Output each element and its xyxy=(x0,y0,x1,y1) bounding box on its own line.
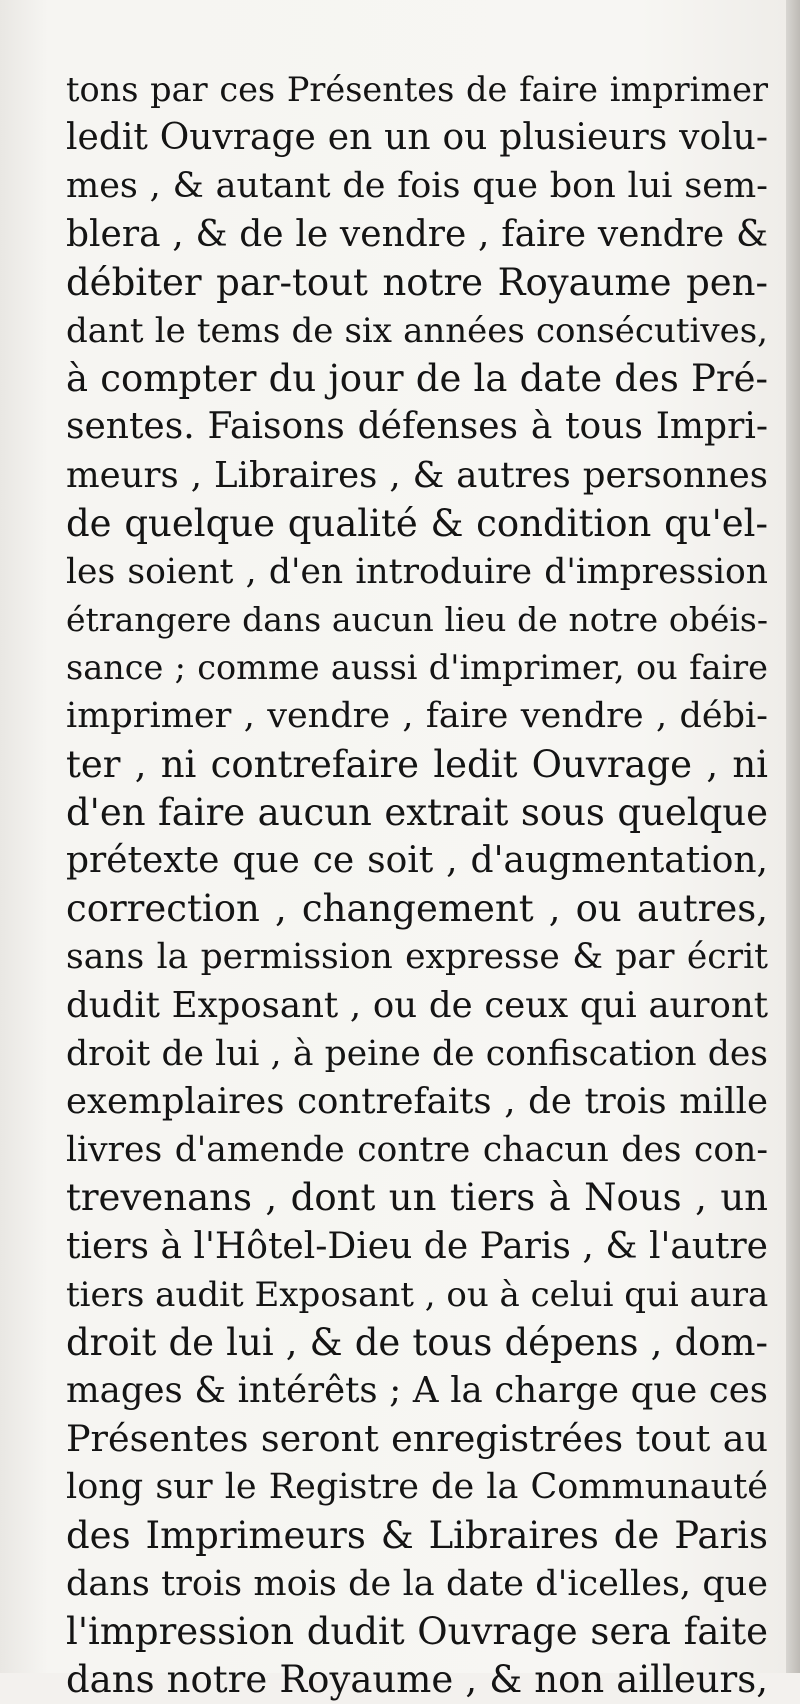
text-line: ter , ni contrefaire ledit Ouvrage , ni xyxy=(66,742,768,786)
text-line: correction , changement , ou autres, xyxy=(66,887,768,931)
page-text xyxy=(66,66,768,1704)
text-line: tiers audit Exposant , ou à celui qui aura xyxy=(66,1274,769,1315)
text-line: à compter du jour de la date des Pré- xyxy=(66,357,768,401)
text-line: d'en faire aucun extrait sous quelque xyxy=(66,790,768,834)
text-line: droit de lui , & de tous dépens , dom- xyxy=(66,1320,768,1364)
text-line: tiers à l'Hôtel-Dieu de Paris , & l'autre xyxy=(66,1225,768,1267)
text-line: blera , & de le vendre , faire vendre & xyxy=(66,213,768,255)
text-line: tons par ces Présentes de faire imprimer xyxy=(66,70,768,109)
text-line: les soient , d'en introduire d'impression xyxy=(66,551,768,592)
text-line: étrangere dans aucun lieu de notre obéis- xyxy=(66,600,768,640)
text-line: de quelque qualité & condition qu'el- xyxy=(66,501,768,545)
text-line: sance ; comme aussi d'imprimer, ou faire xyxy=(66,648,768,688)
text-line: dans trois mois de la date d'icelles, que xyxy=(66,1563,768,1604)
text-line: dans notre Royaume , & non ailleurs, xyxy=(66,1658,768,1702)
text-line: sans la permission expresse & par écrit xyxy=(66,937,768,978)
text-line: mes , & autant de fois que bon lui sem- xyxy=(66,166,768,207)
text-line: dudit Exposant , ou de ceux qui auront xyxy=(66,984,768,1026)
text-line: ledit Ouvrage en un ou plusieurs volu- xyxy=(66,117,768,159)
text-line: long sur le Registre de la Communauté xyxy=(66,1467,768,1508)
text-line: exemplaires contrefaits , de trois mille xyxy=(66,1080,768,1122)
text-line: débiter par-tout notre Royaume pen- xyxy=(66,260,768,304)
text-line: meurs , Libraires , & autres personnes xyxy=(66,454,768,496)
text-line: sentes. Faisons défenses à tous Impri- xyxy=(66,406,768,448)
text-line: droit de lui , à peine de confiscation des xyxy=(66,1033,768,1074)
page-edge-shadow xyxy=(786,0,800,1673)
text-line: livres d'amende contre chacun des con- xyxy=(66,1130,768,1171)
text-line: prétexte que ce soit , d'augmentation, xyxy=(66,840,768,881)
text-line: dant le tems de six années consécutives, xyxy=(66,310,768,351)
text-line: mages & intérêts ; A la charge que ces xyxy=(66,1370,768,1412)
text-line: l'impression dudit Ouvrage sera faite xyxy=(66,1610,768,1653)
text-line: trevenans , dont un tiers à Nous , un xyxy=(66,1176,768,1220)
text-line: des Imprimeurs & Libraires de Paris xyxy=(66,1513,768,1557)
text-line: imprimer , vendre , faire vendre , débi- xyxy=(66,696,768,737)
text-line: Présentes seront enregistrées tout au xyxy=(66,1417,768,1461)
